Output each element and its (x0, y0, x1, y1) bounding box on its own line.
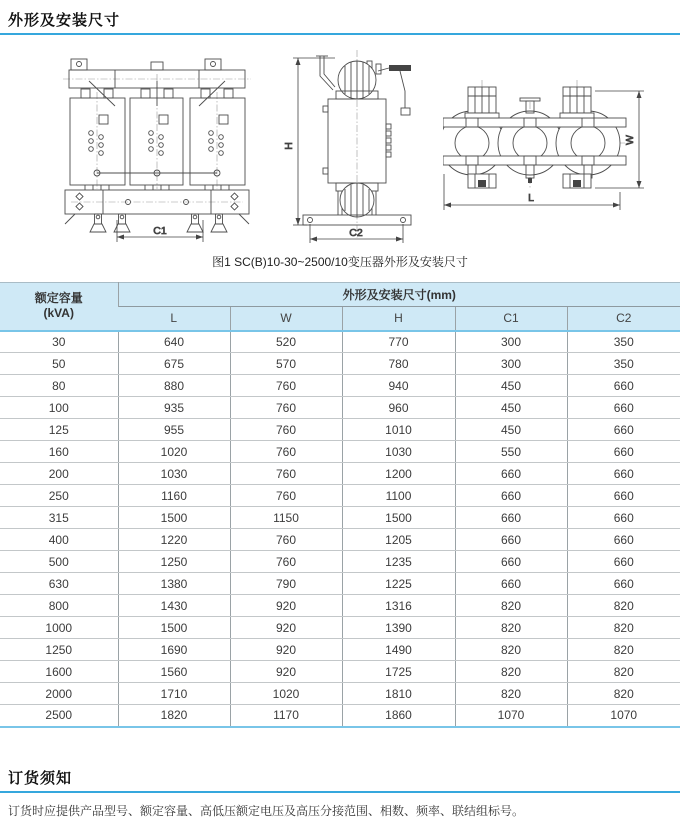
table-row (0, 683, 680, 705)
cell-dimension: 1220 (118, 529, 230, 551)
cell-dimension: 1490 (342, 639, 455, 661)
cell-dimension: 660 (455, 529, 567, 551)
front-view-drawing (57, 56, 257, 246)
cell-capacity: 630 (0, 573, 118, 595)
header-rated-capacity-line2: (kVA) (43, 306, 74, 321)
table-row (0, 507, 680, 529)
cell-dimension: 920 (230, 617, 342, 639)
cell-dimension: 760 (230, 375, 342, 397)
cell-dimension: 820 (455, 639, 567, 661)
cell-dimension: 450 (455, 397, 567, 419)
cell-dimension: 300 (455, 331, 567, 353)
cell-dimension: 1430 (118, 595, 230, 617)
cell-dimension: 820 (567, 617, 680, 639)
header-rated-capacity (0, 283, 118, 331)
cell-dimension: 1150 (230, 507, 342, 529)
cell-dimension: 1500 (118, 507, 230, 529)
table-row (0, 705, 680, 727)
cell-dimension: 1250 (118, 551, 230, 573)
dimensions-table (0, 282, 680, 728)
cell-dimension: 1170 (230, 705, 342, 727)
table-row (0, 595, 680, 617)
table-row (0, 353, 680, 375)
cell-dimension: 760 (230, 485, 342, 507)
cell-dimension: 300 (455, 353, 567, 375)
cell-capacity: 1250 (0, 639, 118, 661)
cell-dimension: 1010 (342, 419, 455, 441)
cell-dimension: 660 (567, 529, 680, 551)
cell-capacity: 2000 (0, 683, 118, 705)
table-row (0, 375, 680, 397)
table-row (0, 441, 680, 463)
table-row (0, 485, 680, 507)
cell-capacity: 1600 (0, 661, 118, 683)
cell-dimension: 960 (342, 397, 455, 419)
table-row (0, 573, 680, 595)
cell-dimension: 570 (230, 353, 342, 375)
column-header-c1: C1 (455, 307, 567, 331)
cell-dimension: 1500 (118, 617, 230, 639)
cell-dimension: 820 (455, 617, 567, 639)
cell-dimension: 640 (118, 331, 230, 353)
cell-dimension: 660 (567, 551, 680, 573)
cell-dimension: 820 (567, 639, 680, 661)
order-notes-title: 订货须知 (0, 758, 680, 793)
cell-dimension: 820 (455, 595, 567, 617)
cell-dimension: 1316 (342, 595, 455, 617)
table-row (0, 419, 680, 441)
cell-dimension: 820 (455, 683, 567, 705)
top-view-drawing (443, 66, 668, 231)
cell-dimension: 935 (118, 397, 230, 419)
cell-dimension: 660 (567, 507, 680, 529)
cell-capacity: 500 (0, 551, 118, 573)
table-row (0, 551, 680, 573)
cell-dimension: 820 (567, 661, 680, 683)
cell-dimension: 1200 (342, 463, 455, 485)
cell-dimension: 920 (230, 639, 342, 661)
cell-dimension: 790 (230, 573, 342, 595)
cell-dimension: 660 (455, 485, 567, 507)
table-body (0, 331, 680, 727)
table-row (0, 463, 680, 485)
cell-dimension: 760 (230, 419, 342, 441)
cell-dimension: 1860 (342, 705, 455, 727)
cell-capacity: 50 (0, 353, 118, 375)
table-row (0, 617, 680, 639)
table-row (0, 529, 680, 551)
cell-capacity: 315 (0, 507, 118, 529)
table-row (0, 397, 680, 419)
column-header-c2: C2 (567, 307, 680, 331)
cell-dimension: 350 (567, 353, 680, 375)
cell-dimension: 450 (455, 419, 567, 441)
cell-dimension: 760 (230, 441, 342, 463)
column-header-l: L (118, 307, 230, 331)
cell-dimension: 675 (118, 353, 230, 375)
column-header-w: W (230, 307, 342, 331)
c1-dimension-label: C1 (153, 225, 167, 237)
cell-dimension: 1810 (342, 683, 455, 705)
table-row (0, 661, 680, 683)
cell-dimension: 1020 (118, 441, 230, 463)
cell-dimension: 350 (567, 331, 680, 353)
cell-dimension: 880 (118, 375, 230, 397)
cell-dimension: 770 (342, 331, 455, 353)
cell-dimension: 820 (455, 661, 567, 683)
cell-dimension: 1725 (342, 661, 455, 683)
cell-capacity: 2500 (0, 705, 118, 727)
cell-dimension: 1100 (342, 485, 455, 507)
cell-dimension: 955 (118, 419, 230, 441)
cell-dimension: 1380 (118, 573, 230, 595)
cell-capacity: 80 (0, 375, 118, 397)
cell-dimension: 1390 (342, 617, 455, 639)
table-row (0, 331, 680, 353)
cell-dimension: 1500 (342, 507, 455, 529)
cell-capacity: 100 (0, 397, 118, 419)
cell-dimension: 1710 (118, 683, 230, 705)
cell-dimension: 940 (342, 375, 455, 397)
table-row (0, 639, 680, 661)
cell-dimension: 660 (567, 441, 680, 463)
cell-capacity: 30 (0, 331, 118, 353)
cell-dimension: 760 (230, 397, 342, 419)
c2-dimension-label: C2 (349, 227, 363, 239)
cell-dimension: 660 (455, 551, 567, 573)
figure-caption: 图1 SC(B)10-30~2500/10变压器外形及安装尺寸 (212, 255, 468, 269)
cell-capacity: 160 (0, 441, 118, 463)
cell-dimension: 1225 (342, 573, 455, 595)
transformer-drawings (0, 35, 680, 253)
cell-capacity: 125 (0, 419, 118, 441)
cell-dimension: 660 (455, 507, 567, 529)
cell-capacity: 250 (0, 485, 118, 507)
cell-dimension: 1560 (118, 661, 230, 683)
w-dimension-label: W (624, 135, 636, 145)
cell-dimension: 760 (230, 529, 342, 551)
cell-dimension: 1205 (342, 529, 455, 551)
cell-dimension: 760 (230, 463, 342, 485)
column-header-h: H (342, 307, 455, 331)
cell-dimension: 1690 (118, 639, 230, 661)
cell-dimension: 820 (567, 683, 680, 705)
cell-dimension: 1030 (118, 463, 230, 485)
cell-dimension: 660 (567, 463, 680, 485)
cell-dimension: 1820 (118, 705, 230, 727)
l-dimension-label: L (528, 192, 534, 204)
cell-dimension: 760 (230, 551, 342, 573)
cell-dimension: 1235 (342, 551, 455, 573)
cell-dimension: 820 (567, 595, 680, 617)
cell-dimension: 550 (455, 441, 567, 463)
cell-dimension: 660 (567, 397, 680, 419)
cell-capacity: 200 (0, 463, 118, 485)
cell-dimension: 520 (230, 331, 342, 353)
cell-dimension: 1160 (118, 485, 230, 507)
cell-dimension: 660 (455, 573, 567, 595)
cell-dimension: 1070 (455, 705, 567, 727)
cell-dimension: 660 (455, 463, 567, 485)
cell-capacity: 800 (0, 595, 118, 617)
cell-dimension: 1070 (567, 705, 680, 727)
cell-dimension: 660 (567, 485, 680, 507)
cell-dimension: 1030 (342, 441, 455, 463)
cell-dimension: 660 (567, 375, 680, 397)
cell-dimension: 660 (567, 573, 680, 595)
cell-dimension: 1020 (230, 683, 342, 705)
cell-capacity: 400 (0, 529, 118, 551)
cell-dimension: 920 (230, 595, 342, 617)
header-dimensions-group: 外形及安装尺寸(mm) (118, 283, 680, 307)
cell-capacity: 1000 (0, 617, 118, 639)
order-notes-text: 订货时应提供产品型号、额定容量、高低压额定电压及高压分接范围、相数、频率、联结组标号。 (8, 803, 525, 818)
h-dimension-label: H (283, 142, 295, 150)
cell-dimension: 450 (455, 375, 567, 397)
order-notes-section (0, 758, 680, 819)
page-title: 外形及安装尺寸 (0, 0, 680, 35)
cell-dimension: 920 (230, 661, 342, 683)
cell-dimension: 660 (567, 419, 680, 441)
header-rated-capacity-line1: 额定容量 (34, 291, 83, 306)
cell-dimension: 780 (342, 353, 455, 375)
side-view-drawing (283, 46, 443, 246)
